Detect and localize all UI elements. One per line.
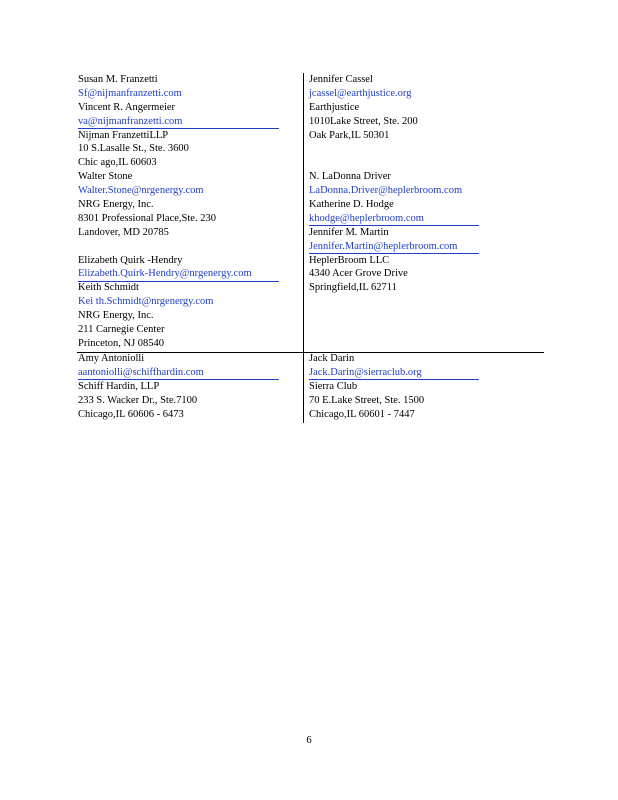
- list-item: [78, 184, 279, 198]
- address-line: Earthjustice: [309, 101, 360, 113]
- list-item: [309, 380, 479, 394]
- list-item: [309, 281, 479, 295]
- list-item: [78, 115, 279, 129]
- address-line: 10 S.Lasalle St., Ste. 3600: [78, 143, 189, 155]
- email-link[interactable]: Elizabeth.Quirk-Hendry@nrgenergy.com: [78, 268, 279, 282]
- email-link[interactable]: Jack.Darin@sierraclub.org: [309, 367, 479, 381]
- address-line: Landover, MD 20785: [78, 226, 169, 238]
- list-item: [78, 129, 279, 143]
- list-item: [78, 352, 279, 366]
- address-line: 1010Lake Street, Ste. 200: [309, 115, 418, 127]
- address-line: Elizabeth Quirk -Hendry: [78, 254, 183, 266]
- list-item: [78, 226, 279, 240]
- column-divider-top: [303, 73, 304, 352]
- email-link[interactable]: LaDonna.Driver@heplerbroom.com: [309, 185, 463, 197]
- list-item: [78, 295, 279, 309]
- list-item: [309, 170, 479, 184]
- list-item: [78, 87, 279, 101]
- address-line: Springfield,IL 62711: [309, 282, 397, 294]
- list-item: [309, 408, 479, 422]
- email-link[interactable]: Jennifer.Martin@heplerbroom.com: [309, 241, 479, 255]
- list-item: [309, 267, 479, 281]
- list-item: [78, 73, 279, 87]
- list-item: [309, 184, 479, 198]
- address-line: 70 E.Lake Street, Ste. 1500: [309, 394, 425, 406]
- email-link[interactable]: Walter.Stone@nrgenergy.com: [78, 185, 204, 197]
- blank-line: [78, 240, 279, 254]
- list-item: [78, 170, 279, 184]
- address-line: 4340 Acer Grove Drive: [309, 268, 408, 280]
- service-list-top-left: [78, 73, 279, 351]
- list-item: [78, 142, 279, 156]
- list-item: [78, 323, 279, 337]
- list-item: [78, 212, 279, 226]
- list-item: [78, 366, 279, 380]
- address-line: NRG Energy, Inc.: [78, 199, 154, 211]
- address-line: Jack Darin: [309, 353, 355, 364]
- list-item: [78, 337, 279, 351]
- list-item: [78, 101, 279, 115]
- list-item: [309, 366, 479, 380]
- list-item: [78, 198, 279, 212]
- email-link[interactable]: khodge@heplerbroom.com: [309, 213, 479, 227]
- address-line: Amy Antoniolli: [78, 353, 145, 364]
- address-line: Keith Schmidt: [78, 282, 139, 294]
- address-line: 211 Carnegie Center: [78, 324, 165, 336]
- email-link[interactable]: va@nijmanfranzetti.com: [78, 116, 279, 130]
- list-item: [78, 309, 279, 323]
- address-line: 8301 Professional Place,Ste. 230: [78, 212, 216, 224]
- list-item: [78, 267, 279, 281]
- address-line: Vincent R. Angermeier: [78, 101, 176, 113]
- email-link[interactable]: Kei th.Schmidt@nrgenergy.com: [78, 296, 214, 308]
- list-item: [309, 73, 479, 87]
- list-item: [309, 394, 479, 408]
- address-line: Jennifer M. Martin: [309, 226, 389, 238]
- list-item: [309, 115, 479, 129]
- address-line: N. LaDonna Driver: [309, 171, 391, 183]
- blank-line: [309, 142, 479, 156]
- list-item: [309, 101, 479, 115]
- address-line: Chicago,IL 60606 - 6473: [78, 408, 184, 420]
- address-line: Katherine D. Hodge: [309, 199, 394, 211]
- blank-line: [309, 156, 479, 170]
- email-link[interactable]: Sf@nijmanfranzetti.com: [78, 87, 182, 99]
- address-line: Sierra Club: [309, 380, 358, 392]
- email-link[interactable]: jcassel@earthjustice.org: [309, 87, 412, 99]
- column-divider-bottom: [303, 352, 304, 423]
- list-item: [309, 87, 479, 101]
- list-item: [78, 254, 279, 268]
- list-item: [78, 394, 279, 408]
- list-item: [309, 240, 479, 254]
- address-line: Jennifer Cassel: [309, 74, 373, 85]
- service-list-bottom-right: [309, 352, 479, 421]
- list-item: [309, 352, 479, 366]
- page-number: 6: [306, 735, 312, 746]
- address-line: Nijman FranzettiLLP: [78, 129, 169, 141]
- address-line: Oak Park,IL 50301: [309, 129, 390, 141]
- list-item: [309, 254, 479, 268]
- list-item: [78, 408, 279, 422]
- address-line: Princeton, NJ 08540: [78, 337, 165, 349]
- service-list-top-right: [309, 73, 479, 295]
- list-item: [78, 156, 279, 170]
- address-line: Chicago,IL 60601 - 7447: [309, 408, 415, 420]
- address-line: NRG Energy, Inc.: [78, 310, 154, 322]
- row-divider: [77, 352, 544, 353]
- address-line: Walter Stone: [78, 171, 133, 183]
- list-item: [309, 212, 479, 226]
- address-line: Susan M. Franzetti: [78, 74, 158, 85]
- address-line: 233 S. Wacker Dr., Ste.7100: [78, 394, 198, 406]
- list-item: [309, 129, 479, 143]
- email-link[interactable]: aantoniolli@schiffhardin.com: [78, 367, 279, 381]
- address-line: Schiff Hardin, LLP: [78, 380, 160, 392]
- address-line: Chic ago,IL 60603: [78, 157, 157, 169]
- list-item: [309, 198, 479, 212]
- list-item: [309, 226, 479, 240]
- list-item: [78, 281, 279, 295]
- service-list-bottom-left: [78, 352, 279, 421]
- list-item: [78, 380, 279, 394]
- address-line: HeplerBroom LLC: [309, 254, 390, 266]
